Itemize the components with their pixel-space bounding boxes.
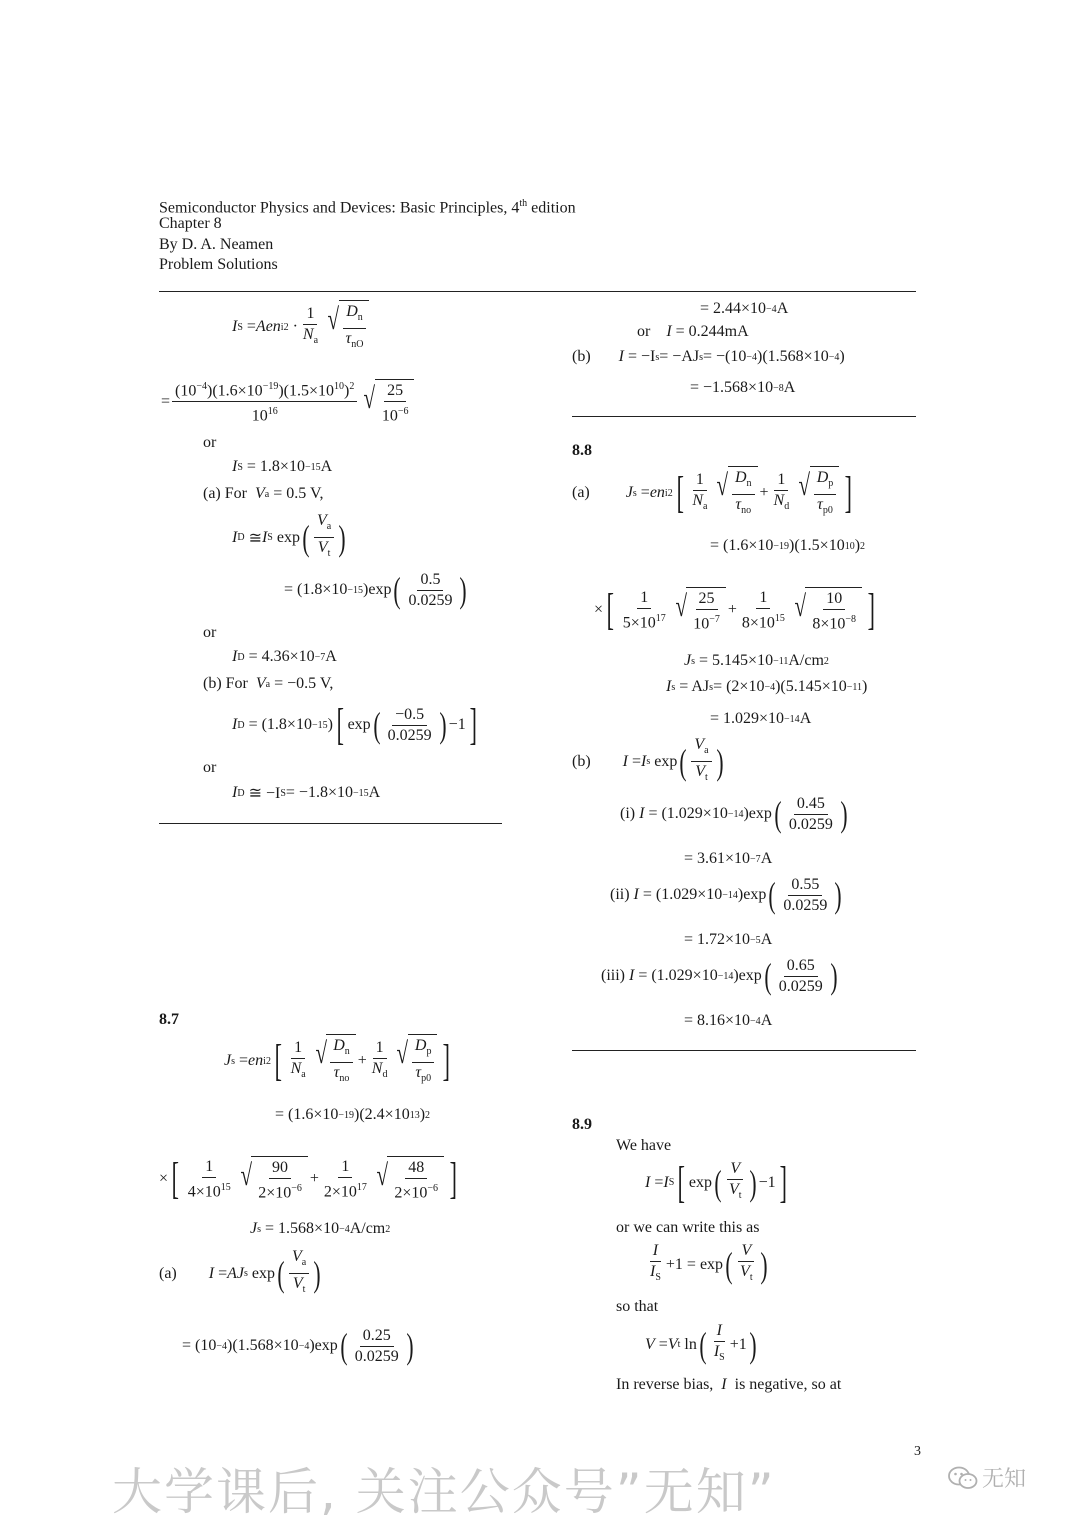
watermark-text: 大学课后, 关注公众号”无知” — [112, 1463, 776, 1521]
eq-i-87a-substitution: = (10 −4 )(1.568×10 −4 )exp ( $\frac{0.25}{0.0259}$ ) — [182, 1326, 414, 1366]
eq-i-87a-ma: or I = 0.244mA — [637, 323, 749, 340]
eq-i-88b-ii: (ii) I = (1.029×10 −14 )exp ( $\frac{0.55}{0.0259}$ ) — [610, 875, 842, 915]
page-number: 3 — [914, 1444, 921, 1459]
subtitle-label: Problem Solutions — [159, 256, 278, 273]
chapter-label: Chapter 8 — [159, 215, 222, 232]
eq-i-87a: (a) I = AJ s exp ( $\frac{V_a}{V_t}$ ) — [159, 1248, 321, 1296]
eq-bracket-87: × [ $\frac{1}{4\times 10^{15}}$ √ $\frac{90}{2\times 10^{-6}}$ + $\frac{1}{2\times 10^{17}}$ √ $\frac{48}{2\times 10^{-6}}$ ] — [159, 1154, 458, 1204]
left-divider — [159, 823, 502, 824]
eq-is-substitution: = $\frac{(10^{-4})(1.6\times 10^{-19})(1.5\times 10^{10})^2}{10^{16}}$ √ $\frac{25}{10^{-6}}$ — [161, 378, 416, 426]
eq-i-87b: (b) I = −I s = −AJ s = −(10 −4 )(1.568×10 −4 ) — [572, 348, 845, 365]
eq-is-result: I S = 1.8×10 −15 A — [232, 458, 333, 475]
header-divider — [159, 291, 916, 292]
eq-ni-sq-87: = (1.6×10 −19 )(2.4×10 13 ) 2 — [275, 1106, 431, 1123]
eq-js-definition-88: (a) J s = en i 2 [ $\frac{1}{N_a}$ √ $\frac{D_n}{\tau_{no}}$ + $\frac{1}{N_d}$ √ $\frac{D_p}{\tau_{p0}}$ ] — [572, 466, 856, 520]
part-a-condition: (a) For V a = 0.5 V, — [203, 485, 324, 502]
eq-id-b-result: I D ≅ −I S = −1.8×10 −15 A — [232, 784, 381, 802]
problem-number-8-7: 8.7 — [159, 1011, 179, 1028]
eq-i-88b-iii: (iii) I = (1.029×10 −14 )exp ( $\frac{0.65}{0.0259}$ ) — [601, 956, 838, 996]
eq-id-a-substitution: = (1.8×10 −15 )exp ( $\frac{0.5}{0.0259}$ ) — [284, 570, 468, 610]
eq-rearranged-89: $\frac{I}{I_S}$ +1 = exp ( $\frac{V}{V_t}$ ) — [650, 1242, 768, 1285]
eq-diode-89: I = I S [ exp ( $\frac{V}{V_t}$ ) −1 ] — [645, 1157, 787, 1207]
eq-voltage-89: V = V t ln ( $\frac{I}{I_S}$ +1 ) — [645, 1322, 757, 1365]
eq-i-88b-ii-result: = 1.72×10 −5 A — [684, 931, 773, 948]
text-we-have: We have — [616, 1137, 672, 1154]
logo — [948, 1462, 1026, 1493]
problem-number-8-8: 8.8 — [572, 442, 592, 459]
right-divider-2 — [572, 1050, 916, 1051]
eq-js-result-87: J s = 1.568×10 −4 A/cm 2 — [250, 1220, 391, 1237]
book-title: Semiconductor Physics and Devices: Basic Principles, 4th edition — [159, 198, 576, 217]
part-b-condition: (b) For V a = −0.5 V, — [203, 675, 334, 692]
text-or-write: or we can write this as — [616, 1219, 760, 1236]
eq-is-88: I s = AJ s = (2×10 −4 )(5.145×10 −11 ) — [666, 678, 868, 695]
eq-i-87a-result: = 2.44×10 −4 A — [700, 300, 789, 317]
text-so-that: so that — [616, 1298, 659, 1315]
right-divider-1 — [572, 416, 916, 417]
eq-i-87b-result: = −1.568×10 −8 A — [690, 379, 796, 396]
eq-js-definition-87: J s = en i 2 [ $\frac{1}{N_a}$ √ $\frac{D_n}{\tau_{no}}$ + $\frac{1}{N_d}$ √ $\frac{D_p}{\tau_{p0}}$ ] — [224, 1034, 454, 1088]
eq-i-88b-iii-result: = 8.16×10 −4 A — [684, 1012, 773, 1029]
text-or: or — [203, 624, 217, 641]
eq-bracket-88: × [ $\frac{1}{5\times 10^{17}}$ √ $\frac{25}{10^{-7}}$ + $\frac{1}{8\times 10^{15}}$ √ $\frac{10}{8\times 10^{-8}}$ ] — [594, 585, 876, 635]
eq-ni-sq-88: = (1.6×10 −19 )(1.5×10 10 ) 2 — [710, 537, 866, 554]
wechat-icon — [948, 1465, 978, 1491]
eq-is-definition: I S = Aen i 2 · $\frac{1}{N_a}$ √ $\frac{D_n}{\tau_{nO}}$ — [232, 300, 371, 354]
text-or: or — [203, 434, 217, 451]
problem-number-8-9: 8.9 — [572, 1116, 592, 1133]
text-or: or — [203, 759, 217, 776]
author-label: By D. A. Neamen — [159, 236, 274, 253]
text-reverse-bias: In reverse bias, I is negative, so at — [616, 1376, 842, 1393]
logo-text: 无知 — [982, 1467, 1027, 1492]
eq-i-88b-i: (i) I = (1.029×10 −14 )exp ( $\frac{0.45}{0.0259}$ ) — [620, 794, 848, 834]
eq-id-b-substitution: I D = (1.8×10 −15 ) [ exp ( $\frac{-0.5}{0.0259}$ ) −1 ] — [232, 700, 477, 749]
eq-i-88b-i-result: = 3.61×10 −7 A — [684, 850, 773, 867]
eq-id-approx: I D ≅ I S exp ( $\frac{V_a}{V_t}$ ) — [232, 512, 346, 560]
eq-js-result-88: J s = 5.145×10 −11 A/cm 2 — [684, 652, 829, 669]
eq-id-a-result: I D = 4.36×10 −7 A — [232, 648, 337, 665]
eq-is-88-result: = 1.029×10 −14 A — [710, 710, 812, 727]
eq-i-88b: (b) I = I s exp ( $\frac{V_a}{V_t}$ ) — [572, 736, 724, 784]
